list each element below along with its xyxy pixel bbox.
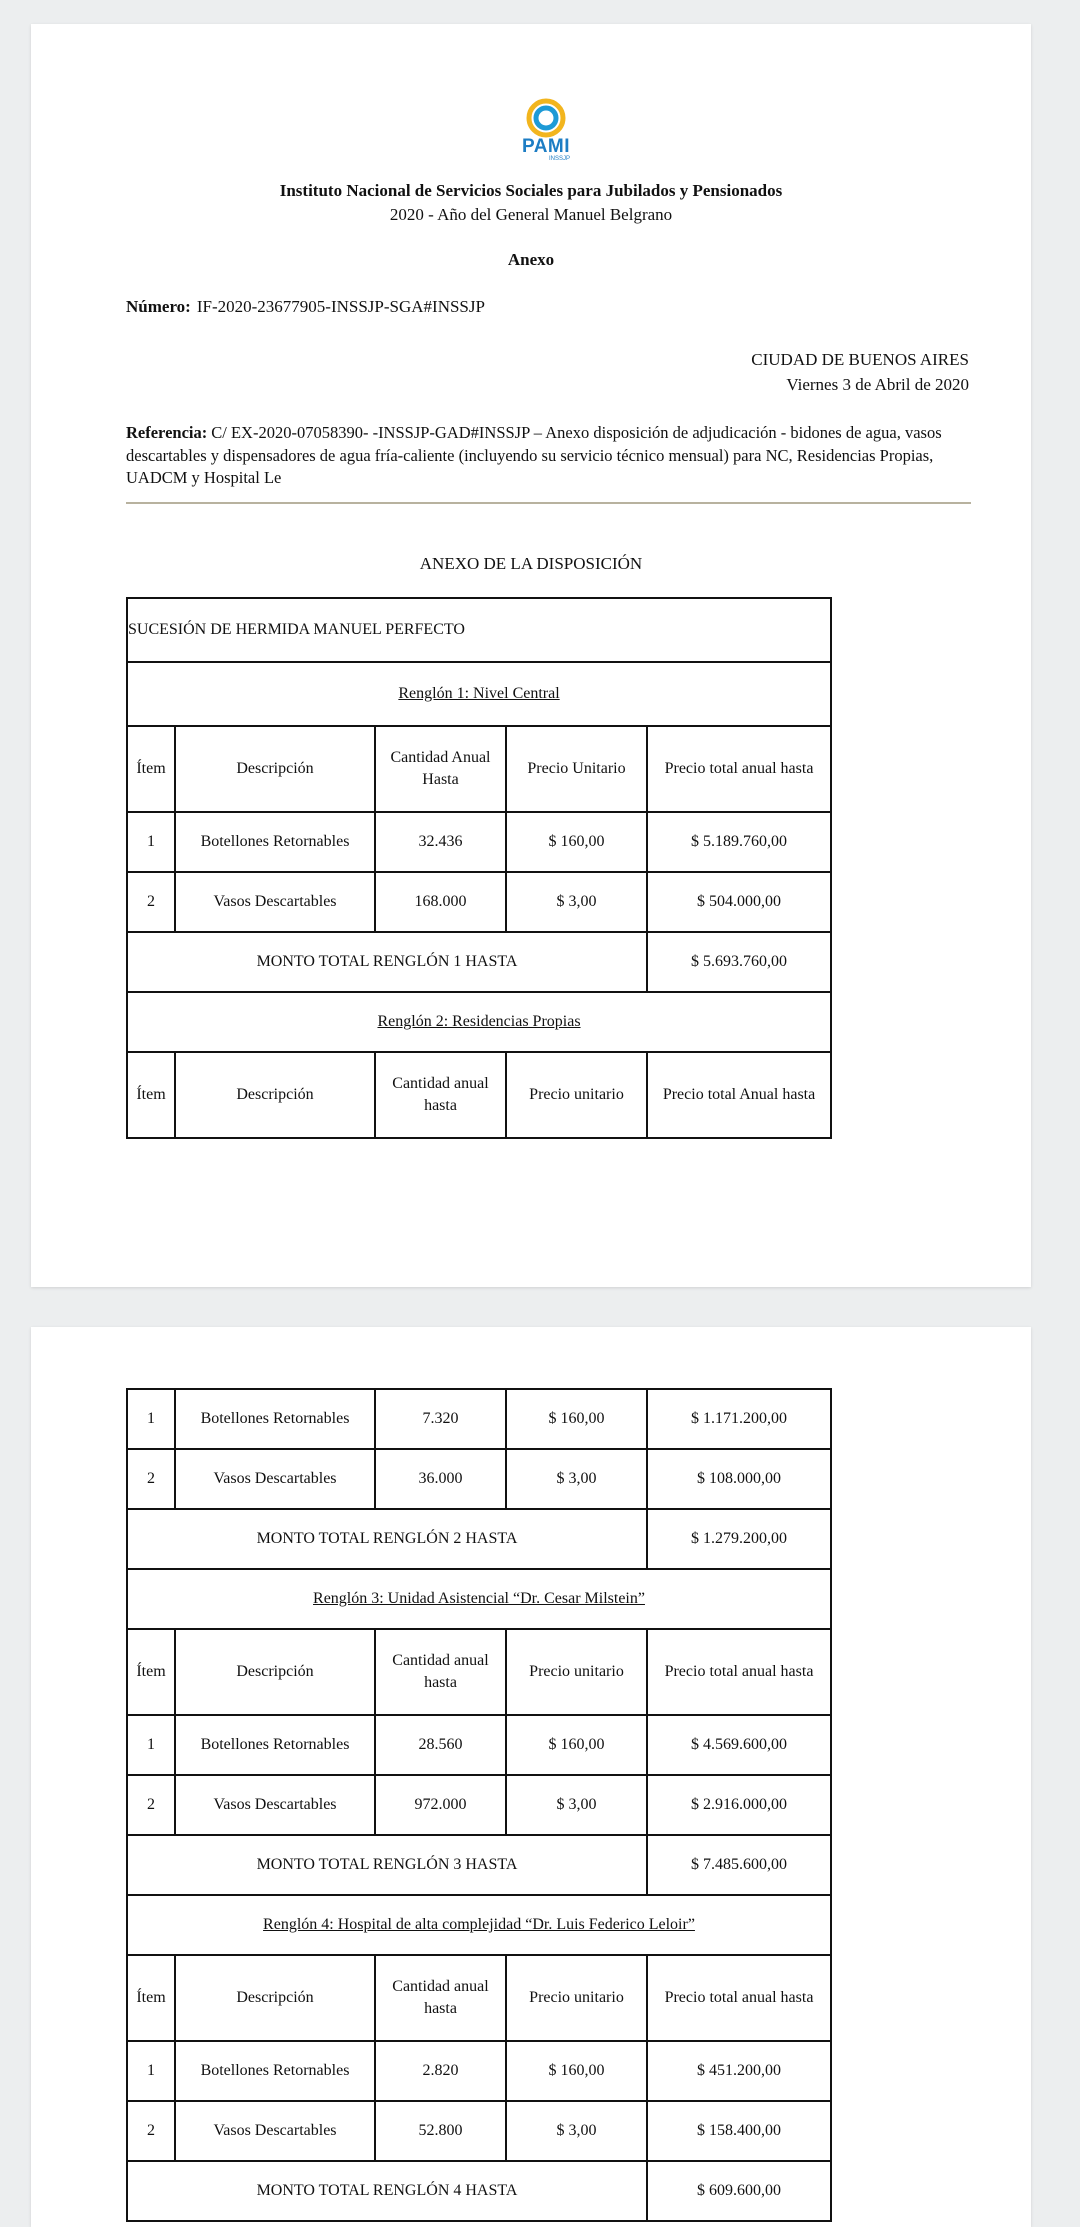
- cell-item: 2: [127, 2101, 175, 2161]
- cell-item: 2: [127, 1449, 175, 1509]
- cell-total-price: $ 451.200,00: [647, 2041, 831, 2101]
- cell-unit-price: $ 160,00: [506, 2041, 647, 2101]
- renglon-title-row: [127, 1569, 831, 1629]
- table-row: [127, 1389, 831, 1449]
- cell-item: 2: [127, 1775, 175, 1835]
- cell-quantity: 168.000: [375, 872, 506, 932]
- adjudication-table-part-1: [126, 597, 832, 1139]
- city: CIUDAD DE BUENOS AIRES: [751, 350, 969, 369]
- cell-description: Vasos Descartables: [175, 1775, 375, 1835]
- header-total-price: Precio total anual hasta: [647, 1629, 831, 1715]
- reference: [126, 422, 976, 490]
- cell-unit-price: $ 3,00: [506, 1775, 647, 1835]
- cell-quantity: 972.000: [375, 1775, 506, 1835]
- date: Viernes 3 de Abril de 2020: [786, 375, 969, 394]
- total-label: MONTO TOTAL RENGLÓN 1 HASTA: [127, 932, 647, 992]
- renglon-title-row: [127, 992, 831, 1052]
- header-description: Descripción: [175, 726, 375, 812]
- header-description: Descripción: [175, 1629, 375, 1715]
- cell-item: 1: [127, 1389, 175, 1449]
- logo-subtext: INSSJP: [548, 156, 570, 162]
- cell-total-price: $ 2.916.000,00: [647, 1775, 831, 1835]
- cell-total-price: $ 158.400,00: [647, 2101, 831, 2161]
- logo-text: PAMI: [521, 136, 571, 157]
- cell-quantity: 36.000: [375, 1449, 506, 1509]
- cell-description: Vasos Descartables: [175, 1449, 375, 1509]
- cell-description: Botellones Retornables: [175, 1715, 375, 1775]
- header-quantity: Cantidad anual hasta: [375, 1629, 506, 1715]
- divider: [126, 502, 971, 504]
- table-row: [127, 1449, 831, 1509]
- header-total-price: Precio total Anual hasta: [647, 1052, 831, 1138]
- renglon-4-title: Renglón 4: Hospital de alta complejidad “Dr. Luis Federico Leloir”: [263, 1916, 695, 1933]
- table-row: [127, 2041, 831, 2101]
- cell-description: Botellones Retornables: [175, 812, 375, 872]
- renglon-3-title: Renglón 3: Unidad Asistencial “Dr. Cesar Milstein”: [313, 1590, 645, 1607]
- annex-title: ANEXO DE LA DISPOSICIÓN: [419, 554, 643, 573]
- renglon-title-row: [127, 662, 831, 726]
- table-row: [127, 2101, 831, 2161]
- table-header-row: [127, 726, 831, 812]
- number-label: Número:: [126, 297, 191, 316]
- total-row: [127, 1509, 831, 1569]
- cell-description: Vasos Descartables: [175, 872, 375, 932]
- cell-unit-price: $ 160,00: [506, 1389, 647, 1449]
- document-type: Anexo: [507, 250, 555, 269]
- reference-text: C/ EX-2020-07058390- -INSSJP-GAD#INSSJP – Anexo disposición de adjudicación - bidones de agua, vasos descartables y dispensadores de agua fría-caliente (incluyendo su servicio técnico mensual) para NC, Residencias Propias, UADCM y Hospital Le: [126, 423, 942, 487]
- cell-unit-price: $ 3,00: [506, 872, 647, 932]
- header-unit-price: Precio unitario: [506, 1629, 647, 1715]
- table-row: [127, 812, 831, 872]
- total-label: MONTO TOTAL RENGLÓN 4 HASTA: [127, 2161, 647, 2221]
- header-quantity: Cantidad anual hasta: [375, 1052, 506, 1138]
- number-value: IF-2020-23677905-INSSJP-SGA#INSSJP: [196, 297, 485, 316]
- cell-quantity: 2.820: [375, 2041, 506, 2101]
- header-total-price: Precio total anual hasta: [647, 1955, 831, 2041]
- pami-logo: [516, 98, 576, 162]
- header-item: Ítem: [127, 726, 175, 812]
- cell-item: 1: [127, 2041, 175, 2101]
- cell-quantity: 28.560: [375, 1715, 506, 1775]
- cell-unit-price: $ 160,00: [506, 812, 647, 872]
- total-value: $ 609.600,00: [647, 2161, 831, 2221]
- document-page-1: [31, 24, 1031, 1287]
- cell-total-price: $ 108.000,00: [647, 1449, 831, 1509]
- header-unit-price: Precio unitario: [506, 1955, 647, 2041]
- supplier-row: [127, 598, 831, 662]
- header-item: Ítem: [127, 1052, 175, 1138]
- cell-item: 1: [127, 1715, 175, 1775]
- cell-item: 1: [127, 812, 175, 872]
- header-quantity: Cantidad Anual Hasta: [375, 726, 506, 812]
- cell-unit-price: $ 3,00: [506, 2101, 647, 2161]
- header-item: Ítem: [127, 1955, 175, 2041]
- cell-quantity: 7.320: [375, 1389, 506, 1449]
- reference-label: Referencia:: [126, 423, 208, 442]
- header-unit-price: Precio Unitario: [506, 726, 647, 812]
- cell-unit-price: $ 3,00: [506, 1449, 647, 1509]
- total-value: $ 5.693.760,00: [647, 932, 831, 992]
- cell-description: Botellones Retornables: [175, 2041, 375, 2101]
- total-value: $ 7.485.600,00: [647, 1835, 831, 1895]
- cell-quantity: 32.436: [375, 812, 506, 872]
- total-label: MONTO TOTAL RENGLÓN 2 HASTA: [127, 1509, 647, 1569]
- renglon-1-title: Renglón 1: Nivel Central: [398, 685, 560, 702]
- header-description: Descripción: [175, 1955, 375, 2041]
- cell-total-price: $ 1.171.200,00: [647, 1389, 831, 1449]
- document-page-2: [31, 1327, 1031, 2227]
- table-row: [127, 1775, 831, 1835]
- cell-description: Botellones Retornables: [175, 1389, 375, 1449]
- cell-unit-price: $ 160,00: [506, 1715, 647, 1775]
- cell-total-price: $ 4.569.600,00: [647, 1715, 831, 1775]
- total-label: MONTO TOTAL RENGLÓN 3 HASTA: [127, 1835, 647, 1895]
- institution-name: Instituto Nacional de Servicios Sociales para Jubilados y Pensionados: [279, 181, 783, 200]
- header-unit-price: Precio unitario: [506, 1052, 647, 1138]
- table-header-row: [127, 1955, 831, 2041]
- table-header-row: [127, 1052, 831, 1138]
- pami-logo-icon: [526, 98, 566, 138]
- supplier-name: SUCESIÓN DE HERMIDA MANUEL PERFECTO: [127, 598, 831, 662]
- header-total-price: Precio total anual hasta: [647, 726, 831, 812]
- renglon-2-title: Renglón 2: Residencias Propias: [377, 1013, 581, 1030]
- total-value: $ 1.279.200,00: [647, 1509, 831, 1569]
- cell-description: Vasos Descartables: [175, 2101, 375, 2161]
- total-row: [127, 1835, 831, 1895]
- adjudication-table-part-2: [126, 1388, 832, 2222]
- header-quantity: Cantidad anual hasta: [375, 1955, 506, 2041]
- table-row: [127, 872, 831, 932]
- cell-item: 2: [127, 872, 175, 932]
- table-header-row: [127, 1629, 831, 1715]
- total-row: [127, 932, 831, 992]
- cell-total-price: $ 504.000,00: [647, 872, 831, 932]
- document-number: [126, 297, 485, 317]
- cell-quantity: 52.800: [375, 2101, 506, 2161]
- year-motto: 2020 - Año del General Manuel Belgrano: [389, 205, 673, 224]
- header-item: Ítem: [127, 1629, 175, 1715]
- total-row: [127, 2161, 831, 2221]
- cell-total-price: $ 5.189.760,00: [647, 812, 831, 872]
- table-row: [127, 1715, 831, 1775]
- renglon-title-row: [127, 1895, 831, 1955]
- header-description: Descripción: [175, 1052, 375, 1138]
